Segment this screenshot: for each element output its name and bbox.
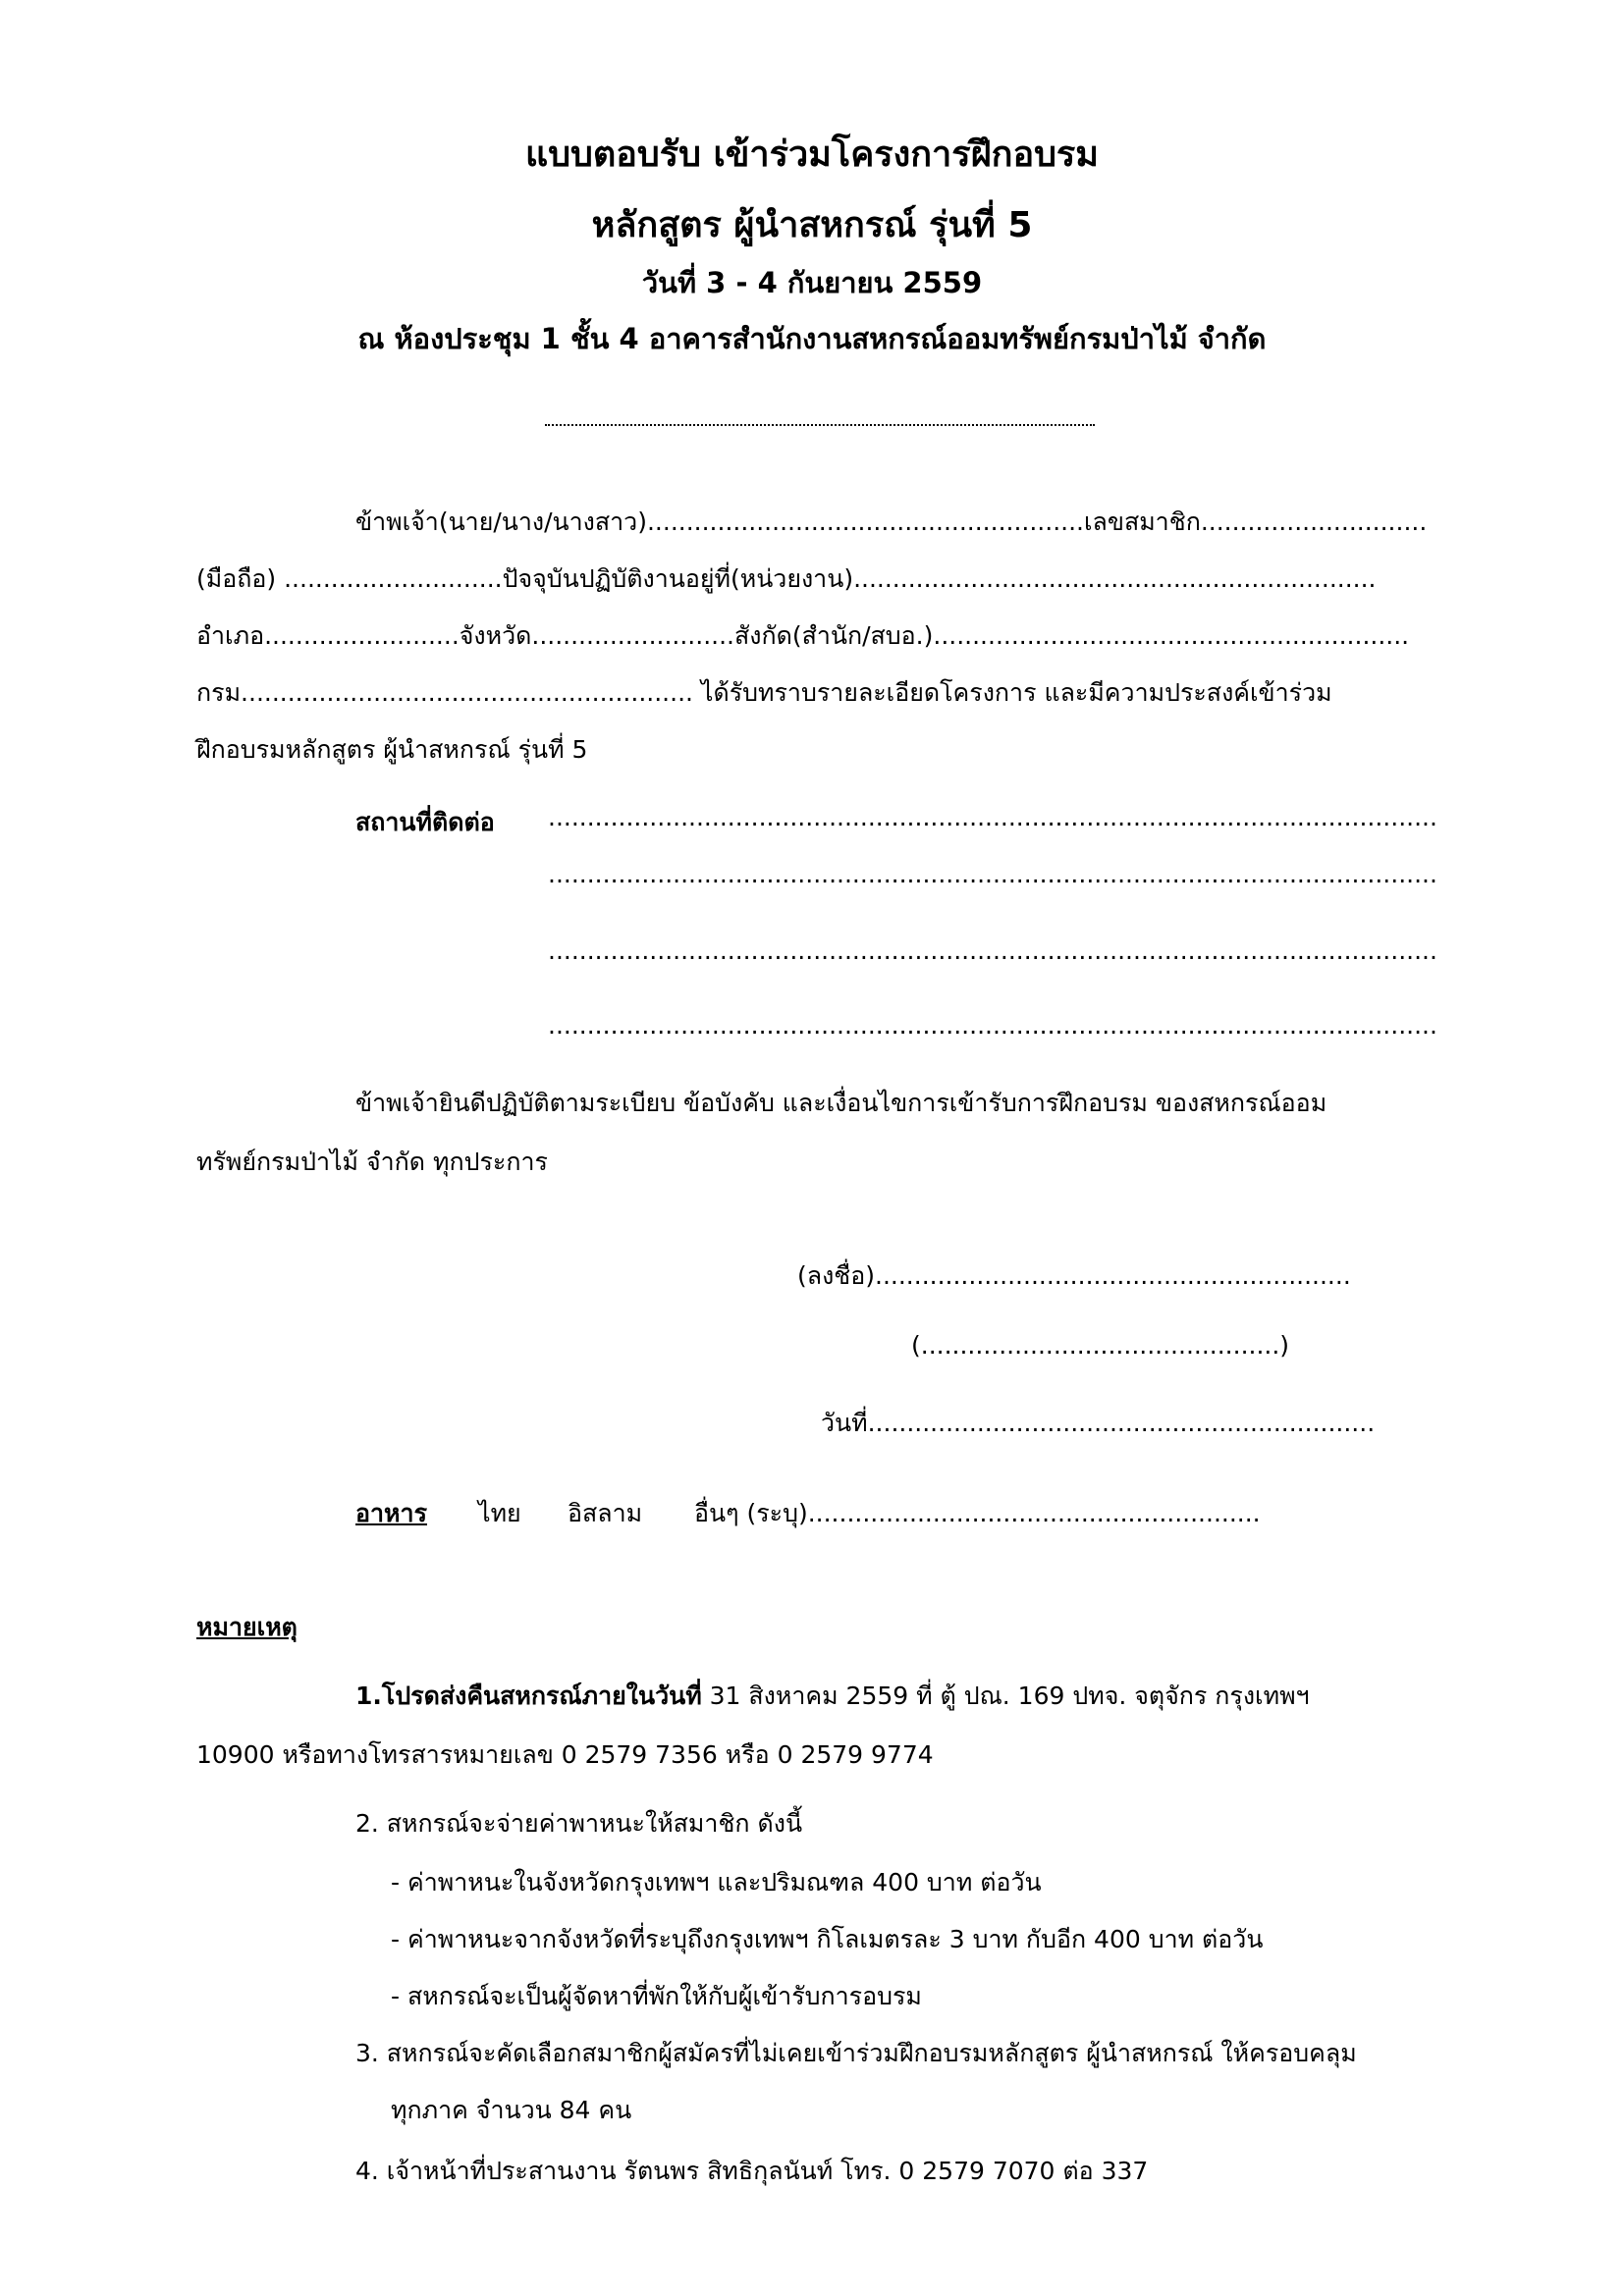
consent-text: ข้าพเจ้ายินดีปฏิบัติตามระเบียบ ข้อบังคับ และเงื่อนไขการเข้ารับการฝึกอบรม ของสหกรณ์ออม [355, 1089, 1327, 1117]
food-label: อาหาร [355, 1499, 427, 1527]
food-option-thai: ไทย [478, 1499, 521, 1527]
notes-heading: หมายเหตุ [196, 1613, 298, 1641]
note-4: 4. เจ้าหน้าที่ประสานงาน รัตนพร สิทธิกุลนันท์ โทร. 0 2579 7070 ต่อ 337 [355, 2157, 1149, 2185]
printed-name-line: (..............................................) [911, 1331, 1290, 1360]
note-3-cont: ทุกภาค จำนวน 84 คน [391, 2096, 632, 2124]
note-2c: - สหกรณ์จะเป็นผู้จัดหาที่พักให้กับผู้เข้ารับการอบรม [391, 1982, 922, 2010]
date-line: วันที่................................................................. [821, 1409, 1376, 1437]
header-divider [545, 424, 1095, 426]
form-line-department: กรม.......................................................... ได้รับทราบรายละเอียดโครงการ และมีความประสงค์เข้าร่วม [196, 678, 1332, 707]
form-line-mobile: (มือถือ) ............................ปัจจุบันปฏิบัติงานอยู่ที่(หน่วยงาน)................................................................... [196, 564, 1377, 593]
note-2b: - ค่าพาหนะจากจังหวัดที่ระบุถึงกรุงเทพฯ กิโลเมตรละ 3 บาท กับอีก 400 บาท ต่อวัน [391, 1925, 1264, 1953]
signature-line: (ลงชื่อ)............................................................. [797, 1261, 1351, 1290]
form-line-course: ฝึกอบรมหลักสูตร ผู้นำสหกรณ์ รุ่นที่ 5 [196, 735, 588, 764]
note-1-cont: 10900 หรือทางโทรสารหมายเลข 0 2579 7356 หรือ 0 2579 9774 [196, 1740, 934, 1769]
note-2a: - ค่าพาหนะในจังหวัดกรุงเทพฯ และปริมณฑล 400 บาท ต่อวัน [391, 1868, 1042, 1896]
food-option-other: อื่นๆ (ระบุ).......................................................... [694, 1499, 1261, 1527]
note-2: 2. สหกรณ์จะจ่ายค่าพาหนะให้สมาชิก ดังนี้ [355, 1809, 803, 1838]
form-line-name: ข้าพเจ้า(นาย/นาง/นางสาว)........................................................เลขสมาชิก............................. [355, 507, 1428, 536]
contact-line: .................................................................................................................. [548, 1011, 1437, 1040]
form-title: แบบตอบรับ เข้าร่วมโครงการฝึกอบรม [525, 134, 1099, 175]
note-1-bold: 1.โปรดส่งคืนสหกรณ์ภายในวันที่ [355, 1682, 702, 1710]
course-title: หลักสูตร ผู้นำสหกรณ์ รุ่นที่ 5 [591, 205, 1033, 245]
contact-line: .................................................................................................................. [548, 936, 1437, 965]
consent-text-cont: ทรัพย์กรมป่าไม้ จำกัด ทุกประการ [196, 1148, 548, 1176]
form-line-district: อำเภอ.........................จังหวัด..........................สังกัด(สำนัก/สบอ.)............................................................. [196, 621, 1410, 650]
note-1-rest: 31 สิงหาคม 2559 ที่ ตู้ ปณ. 169 ปทจ. จตุจักร กรุงเทพฯ [701, 1682, 1310, 1710]
food-option-islam: อิสลาม [568, 1499, 643, 1527]
event-date: วันที่ 3 - 4 กันยายน 2559 [641, 266, 983, 299]
note-1 [355, 1677, 1310, 1716]
contact-line: .................................................................................................................. [548, 803, 1437, 831]
event-venue: ณ ห้องประชุม 1 ชั้น 4 อาคารสำนักงานสหกรณ์ออมทรัพย์กรมป่าไม้ จำกัด [357, 322, 1267, 355]
note-3: 3. สหกรณ์จะคัดเลือกสมาชิกผู้สมัครที่ไม่เคยเข้าร่วมฝึกอบรมหลักสูตร ผู้นำสหกรณ์ ให้ครอบคลุม [355, 2039, 1357, 2067]
contact-label: สถานที่ติดต่อ [355, 808, 495, 836]
contact-line: .................................................................................................................. [548, 860, 1437, 888]
